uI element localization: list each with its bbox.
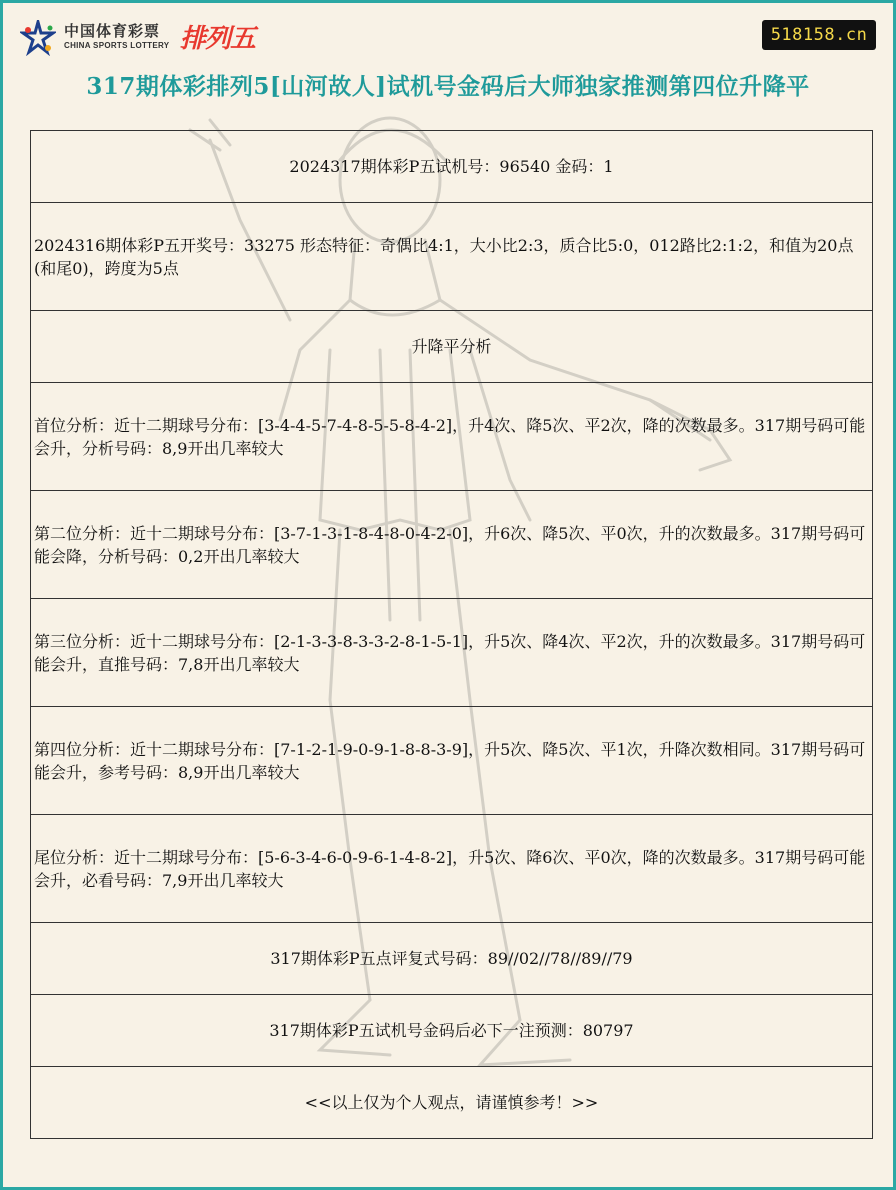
compound-numbers-row bbox=[31, 923, 872, 995]
last-position-row bbox=[31, 815, 872, 923]
second-position-row bbox=[31, 491, 872, 599]
header bbox=[0, 0, 896, 110]
logo-chinese-text: 中国体育彩票 bbox=[64, 22, 161, 40]
page-title: 317期体彩排列5[山河故人]试机号金码后大师独家推测第四位升降平 bbox=[86, 73, 810, 100]
compound-numbers-text: 317期体彩P五点评复式号码：89//02//78//89//79 bbox=[270, 949, 633, 968]
first-position-row bbox=[31, 383, 872, 491]
third-position-row bbox=[31, 599, 872, 707]
section-heading: 升降平分析 bbox=[411, 337, 492, 356]
china-sports-lottery-logo[interactable] bbox=[20, 18, 280, 58]
prediction-text: 317期体彩P五试机号金码后必下一注预测：80797 bbox=[269, 1021, 634, 1040]
prediction-row bbox=[31, 995, 872, 1067]
section-heading-row bbox=[31, 311, 872, 383]
second-position-text: 第二位分析：近十二期球号分布：[3-7-1-3-1-8-4-8-0-4-2-0]，升6次、降5次、平0次，升的次数最多。317期号码可能会降，分析号码：0,2开出几率较大 bbox=[34, 523, 866, 566]
previous-draw-row bbox=[31, 203, 872, 311]
logo-english-text: CHINA SPORTS LOTTERY bbox=[64, 41, 170, 50]
disclaimer-row bbox=[31, 1067, 872, 1139]
test-number-row bbox=[31, 131, 872, 203]
previous-draw-text: 2024316期体彩P五开奖号：33275 形态特征：奇偶比4:1，大小比2:3，质合比5:0，012路比2:1:2，和值为20点(和尾0)，跨度为5点 bbox=[34, 235, 854, 278]
last-position-text: 尾位分析：近十二期球号分布：[5-6-3-4-6-0-9-6-1-4-8-2]，升5次、降6次、平0次，降的次数最多。317期号码可能会升，必看号码：7,9开出几率较大 bbox=[34, 847, 866, 890]
test-number-text: 2024317期体彩P五试机号：96540 金码：1 bbox=[289, 157, 614, 176]
site-badge[interactable]: 518158.cn bbox=[762, 20, 876, 50]
first-position-text: 首位分析：近十二期球号分布：[3-4-4-5-7-4-8-5-5-8-4-2]，升4次、降5次、平2次，降的次数最多。317期号码可能会升，分析号码：8,9开出几率较大 bbox=[34, 415, 866, 458]
analysis-table bbox=[30, 130, 873, 1139]
third-position-text: 第三位分析：近十二期球号分布：[2-1-3-3-8-3-3-2-8-1-5-1]，升5次、降4次、平2次，升的次数最多。317期号码可能会升，直推号码：7,8开出几率较大 bbox=[34, 631, 866, 674]
fourth-position-row bbox=[31, 707, 872, 815]
disclaimer-text: <<以上仅为个人观点，请谨慎参考！>> bbox=[304, 1093, 599, 1112]
lottery-star-icon bbox=[20, 20, 56, 56]
logo-brand-text: 排列五 bbox=[180, 24, 256, 54]
fourth-position-text: 第四位分析：近十二期球号分布：[7-1-2-1-9-0-9-1-8-8-3-9]，升5次、降5次、平1次，升降次数相同。317期号码可能会升，参考号码：8,9开出几率较大 bbox=[34, 739, 866, 782]
